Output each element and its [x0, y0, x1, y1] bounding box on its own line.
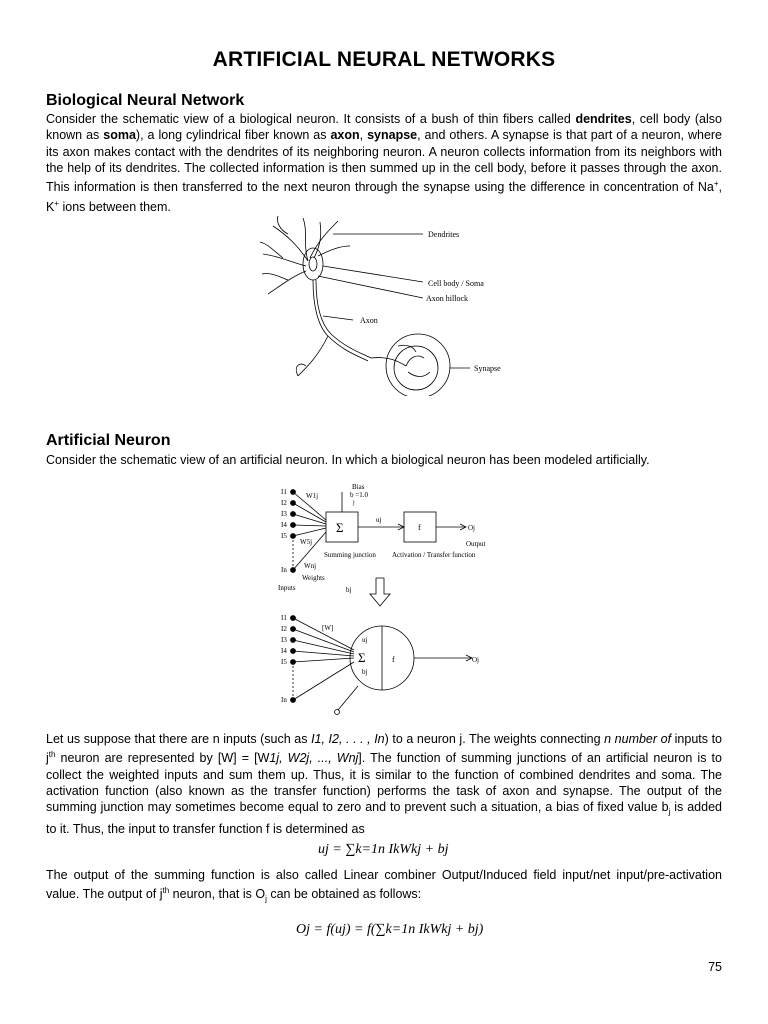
label-activation-function: Activation / Transfer function: [392, 551, 476, 559]
artificial-neuron-figure: [276, 480, 506, 720]
label-w-matrix: [W]: [322, 624, 334, 632]
paragraph-biological: Consider the schematic view of a biological neuron. It consists of a bush of thin fibers called dendrites, cell body (also known as soma), a long cylindrical fiber known as axon, synapse, and others. A synapse is that part of a neuron, where its axon makes contact with the dendrites of its neighboring neuron. A neuron collects information from its neighbors with the help of its dendrites. The collected information is then summed up in the cell body, before it passes through the axon. This information is then transferred to the next neuron through the synapse using the difference in concentration of Na+, K+ ions between them.: [46, 112, 723, 214]
label-summing-junction: Summing junction: [324, 551, 376, 559]
sigma-symbol-top: Σ: [336, 520, 344, 535]
section-heading-artificial: Artificial Neuron: [46, 432, 171, 449]
label-oj-top: Oj: [468, 524, 475, 532]
paragraph-summing-output: The output of the summing function is also called Linear combiner Output/Induced field input/net input/pre-activation value. The output of $j^{th}$ neuron, that is $O_j$ can be obtained as follows:: [46, 868, 722, 904]
label-uj-bottom: uj: [362, 636, 368, 644]
label-soma: Cell body / Soma: [428, 279, 484, 288]
label-i2-bottom: I2: [281, 625, 287, 633]
label-w1j: W1j: [306, 492, 319, 500]
label-i1: I1: [281, 488, 287, 496]
page-number: 75: [708, 960, 722, 974]
label-f-bottom: f: [392, 655, 395, 664]
label-i1-bottom: I1: [281, 614, 287, 622]
paragraph-artificial-intro: Consider the schematic view of an artificial neuron. In which a biological neuron has been modeled artificially.: [46, 453, 650, 467]
label-axon: Axon: [360, 316, 378, 325]
label-w5j: W5j: [300, 538, 313, 546]
equation-uj: uj = ∑k=1n IkWkj + bj: [318, 842, 449, 857]
label-axon-hillock: Axon hillock: [426, 294, 468, 303]
sigma-symbol-bottom: Σ: [358, 650, 366, 665]
label-bias-sub: j: [353, 500, 355, 506]
section-heading-biological: Biological Neural Network: [46, 92, 245, 109]
label-i3: I3: [281, 510, 287, 518]
label-dendrites: Dendrites: [428, 230, 460, 239]
label-in-bottom: In: [281, 696, 287, 704]
paragraph-artificial-body: Let us suppose that there are n inputs (such as I1, I2, . . . , In) to a neuron j. The weights connecting n number of inputs to $j^{th}$ neuron are represented by [W] = [W1j, W2j, ..., Wnj]. The function of summing junctions of an artificial neuron is to collect the weighted inputs and sum them up. Thus, it is similar to the function of combined dendrites and soma. The activation function (also known as the transfer function) performs the task of axon and synapse. The output of the summing junction may sometimes become equal to zero and to prevent such a situation, a bias of fixed value $b_j$ is added to it. Thus, the input to transfer function f is determined as: [46, 732, 722, 837]
label-output: Output: [466, 540, 486, 548]
label-i4-bottom: I4: [281, 647, 287, 655]
biological-neuron-figure: [258, 216, 518, 396]
label-synapse: Synapse: [474, 364, 501, 373]
label-in: In: [281, 566, 287, 574]
label-uj: uj: [376, 516, 382, 524]
label-wnj: Wnj: [304, 562, 317, 570]
label-i4: I4: [281, 521, 287, 529]
label-bj-bottom: bj: [362, 668, 368, 676]
page-title: ARTIFICIAL NEURAL NETWORKS: [212, 48, 556, 71]
label-f-top: f: [418, 523, 421, 532]
label-i5: I5: [281, 532, 287, 540]
label-i3-bottom: I3: [281, 636, 287, 644]
label-i2: I2: [281, 499, 287, 507]
label-i5-bottom: I5: [281, 658, 287, 666]
label-bias: Bias: [352, 483, 365, 491]
label-weights: Weights: [302, 574, 325, 582]
label-inputs: Inputs: [278, 584, 296, 592]
equation-oj: Oj = f(uj) = f(∑k=1n IkWkj + bj): [296, 922, 484, 937]
label-bias-value: b =1.0: [350, 491, 368, 499]
label-oj-bottom: Oj: [472, 656, 479, 664]
label-bj-top: bj: [346, 586, 352, 594]
